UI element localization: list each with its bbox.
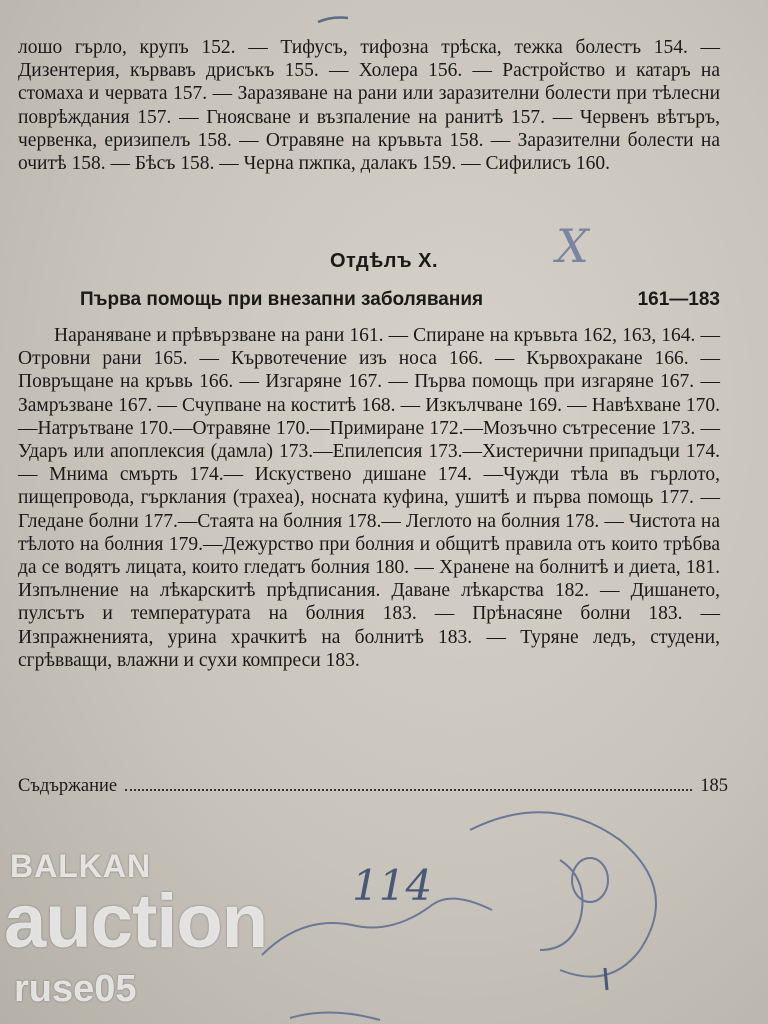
section-heading: Отдѣлъ X. (329, 250, 439, 272)
subheading-title: Първа помощь при внезапни заболявания (80, 289, 484, 310)
watermark-site: ruse05 (14, 968, 137, 1010)
margin-mark: X (556, 219, 589, 273)
drawing-loop (540, 860, 583, 950)
pencil-tick (605, 968, 607, 990)
section-body-paragraph: Нараняване и прѣвързване на рани 161. — Спиране на кръвьта 162, 163, 164. — Отровни рани 165. — Кървотечение изъ носа 166. — Кървохракане 166. — Повръщане на кръвь 166. — Изгаряне 167. — Първа помощь при изгаряне 167. — Замръзване 167. — Счупване на коститѣ 168. — Изкълчване 169. — Навѣхване 170.—Натрътване 170.—Отравяне 170.—Примиране 172.—Мозъчно сътресение 173. — Ударъ или апоплексия (дамла) 173.—Епилепсия 173.—Хистерични припадъци 174. — Мнима смърть 174.— Искуствено дишане 174. —Чужди тѣла въ гърлото, пищепровода, гърклания (трахеа), носната куфина, ушитѣ и първа помощь 177. — Гледане болни 177.—Стаята на болния 178.— Леглото на болния 178. — Чистота на тѣлото на болния 179.—Дежурство при болния и общитѣ правила отъ които трѣбва да се водятъ лицата, които гледатъ болния 180. — Хранене на болнитѣ и диета, 181. Изпълнение на лѣкарскитѣ прѣдписания. Даване лѣкарства 182. — Дишането, пулсътъ и температурата на болния 183. — Прѣнасяне болни 183. — Изпражненията, урина храчкитѣ на болнитѣ 183. — Туряне ледъ, студени, сгрѣвващи, влажни и сухи компреси 183. (18, 325, 720, 671)
footer-page-number: 185 (700, 776, 728, 796)
top-scribble (318, 18, 348, 23)
intro-paragraph: лошо гърло, крупъ 152. — Тифусъ, тифозна трѣска, тежка болестъ 154. — Дизентерия, кървавъ дрисъкъ 155. — Холера 156. — Растройство и катаръ на стомаха и червата 157. — Заразяване на рани или заразителни болести при тѣлесни поврѣждания 157. — Гноясване и възпаление на ранитѣ 157. — Червенъ вѣтъръ, червенка, еризипелъ 158. — Отравяне на кръвьта 158. — Заразителни болести на очитѣ 158. — Бѣсъ 158. — Черна пжпка, далакъ 159. — Сифилисъ 160. (18, 37, 720, 175)
handwritten-number: 114 (352, 861, 433, 910)
watermark-logo (0, 840, 380, 1020)
subheading-pages: 161—183 (637, 289, 720, 310)
footer-label: Съдържание (18, 776, 118, 796)
watermark-brand-top: BALKAN (10, 848, 152, 884)
watermark-brand-main: auction (4, 879, 268, 964)
drawing-curve (470, 812, 656, 976)
